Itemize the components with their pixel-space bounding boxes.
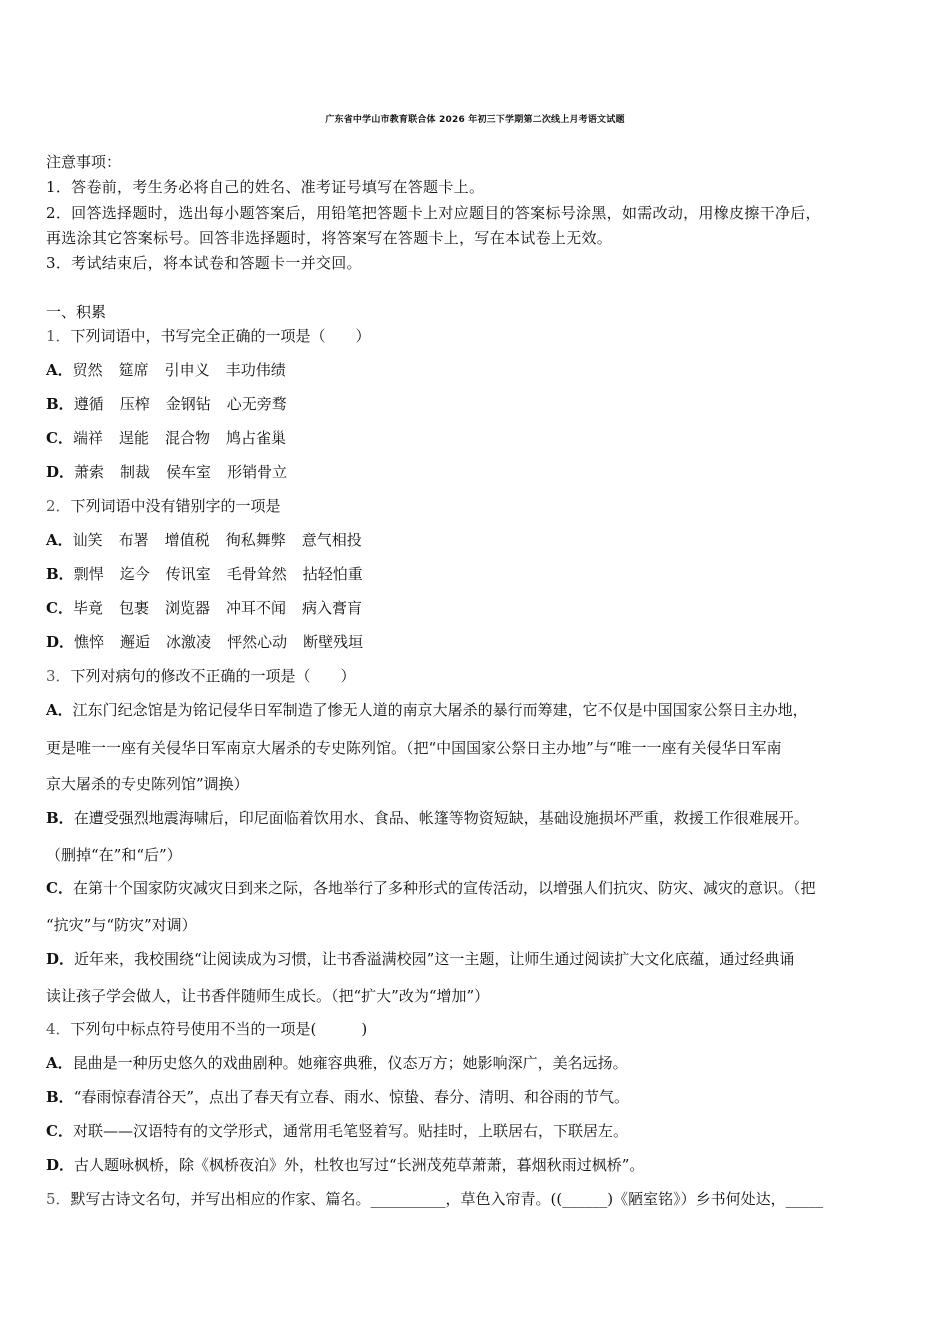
q3-option-d-cont: 读让孩子学会做人，让书香伴随师生成长。（把“扩大”改为“增加”） bbox=[46, 987, 490, 1005]
q3-option-c bbox=[46, 878, 815, 898]
question-4 bbox=[46, 1019, 367, 1039]
option-word: 冰激凌 bbox=[166, 633, 212, 651]
option-word: 端祥 bbox=[72, 429, 103, 447]
option-word: 筵席 bbox=[118, 361, 149, 379]
option-label: B． bbox=[46, 809, 74, 827]
option-word: 传讯室 bbox=[165, 565, 211, 583]
option-label: B． bbox=[46, 395, 74, 413]
option-word: 丰功伟绩 bbox=[225, 361, 286, 379]
option-word: 引申义 bbox=[164, 361, 210, 379]
q3-option-d bbox=[46, 949, 794, 969]
q2-option-c bbox=[46, 598, 378, 618]
section-heading: 一、积累 bbox=[46, 303, 107, 321]
option-word: 断壁残垣 bbox=[303, 633, 364, 651]
option-word: 包裹 bbox=[118, 599, 149, 617]
notice-item-3: 3．考试结束后，将本试卷和答题卡一并交回。 bbox=[46, 254, 362, 272]
q4-option-d bbox=[46, 1155, 644, 1175]
option-word: 制裁 bbox=[120, 463, 151, 481]
exam-title: 广东省中学山市教育联合体 2026 年初三下学期第二次线上月考语文试题 bbox=[325, 115, 625, 125]
q3-option-b bbox=[46, 808, 809, 828]
option-label: A． bbox=[46, 531, 73, 549]
option-word: 压榨 bbox=[119, 395, 150, 413]
question-stem: 默写古诗文名句，并写出相应的作家、篇名。__________，草色入帘青。((______)《陋室铭》）乡书何处达，_____ bbox=[70, 1190, 824, 1208]
option-word: 逞能 bbox=[118, 429, 149, 447]
q3-option-b-cont: （删掉“在”和“后”） bbox=[46, 846, 182, 864]
q2-option-d bbox=[46, 632, 379, 652]
question-2 bbox=[46, 496, 281, 516]
option-word: 怦然心动 bbox=[227, 633, 288, 651]
option-text: 在第十个国家防灾减灾日到来之际，各地举行了多种形式的宣传活动，以增强人们抗灾、防灾、减灾的意识。（把 bbox=[72, 879, 816, 897]
notice-item-2: 2．回答选择题时，选出每小题答案后，用铅笔把答题卡上对应题目的答案标号涂黑，如需改动，用橡皮擦干净后， bbox=[46, 204, 821, 222]
option-label: C． bbox=[46, 1122, 73, 1140]
option-word: 浏览器 bbox=[164, 599, 210, 617]
option-word: 毕竟 bbox=[72, 599, 103, 617]
notice-heading: 注意事项： bbox=[46, 153, 122, 171]
option-word: 邂逅 bbox=[120, 633, 151, 651]
q4-option-a bbox=[46, 1053, 628, 1073]
option-word: 布署 bbox=[118, 531, 149, 549]
option-label: C． bbox=[46, 429, 73, 447]
option-label: C． bbox=[46, 599, 73, 617]
option-word: 遵循 bbox=[73, 395, 104, 413]
option-text: “春雨惊春清谷天”，点出了春天有立春、雨水、惊蛰、春分、清明、和谷雨的节气。 bbox=[73, 1088, 630, 1106]
option-text: 江东门纪念馆是为铭记侵华日军制造了惨无人道的南京大屠杀的暴行而筹建，它不仅是中国国家公祭日主办地， bbox=[72, 701, 808, 719]
option-word: 迄今 bbox=[119, 565, 150, 583]
option-word: 心无旁骛 bbox=[226, 395, 287, 413]
notice-item-1: 1．答卷前，考生务必将自己的姓名、准考证号填写在答题卡上。 bbox=[46, 178, 485, 196]
option-word: 侯车室 bbox=[166, 463, 212, 481]
question-stem: 下列句中标点符号使用不当的一项是( ) bbox=[70, 1020, 368, 1038]
option-word: 形销骨立 bbox=[227, 463, 288, 481]
option-text: 昆曲是一种历史悠久的戏曲剧种。她雍容典雅，仪态万方；她影响深广，美名远扬。 bbox=[72, 1054, 628, 1072]
q1-option-b bbox=[46, 394, 303, 414]
q3-option-a bbox=[46, 700, 808, 720]
option-word: 意气相投 bbox=[301, 531, 362, 549]
option-label: B． bbox=[46, 1088, 74, 1106]
q3-option-a-cont-1: 更是唯一一座有关侵华日军南京大屠杀的专史陈列馆。（把“中国国家公祭日主办地”与“唯一一座有关侵华日军南 bbox=[46, 739, 782, 757]
option-label: A． bbox=[46, 701, 73, 719]
option-word: 冲耳不闻 bbox=[226, 599, 287, 617]
notice-item-2-cont: 再选涂其它答案标号。回答非选择题时，将答案写在答题卡上，写在本试卷上无效。 bbox=[46, 229, 613, 247]
q1-option-a bbox=[46, 360, 302, 380]
option-word: 毛骨耸然 bbox=[226, 565, 287, 583]
option-label: B． bbox=[46, 565, 74, 583]
q1-option-c bbox=[46, 428, 302, 448]
q2-option-b bbox=[46, 564, 379, 584]
question-number: 4． bbox=[46, 1020, 71, 1038]
option-word: 贸然 bbox=[72, 361, 103, 379]
question-number: 1． bbox=[46, 327, 71, 345]
option-word: 讪笑 bbox=[72, 531, 103, 549]
q3-option-c-cont: “抗灾”与“防灾”对调） bbox=[46, 916, 197, 934]
option-word: 病入膏肓 bbox=[302, 599, 363, 617]
option-word: 金钢钻 bbox=[165, 395, 211, 413]
question-1 bbox=[46, 326, 371, 346]
q4-option-b bbox=[46, 1087, 629, 1107]
option-label: C． bbox=[46, 879, 73, 897]
option-word: 增值税 bbox=[164, 531, 210, 549]
question-stem: 下列对病句的修改不正确的一项是（ ） bbox=[70, 667, 356, 685]
option-label: D． bbox=[46, 950, 75, 968]
option-text: 在遭受强烈地震海啸后，印尼面临着饮用水、食品、帐篷等物资短缺，基础设施损坏严重，救援工作很难展开。 bbox=[73, 809, 809, 827]
question-number: 2． bbox=[46, 497, 71, 515]
question-number: 3． bbox=[46, 667, 71, 685]
option-word: 鸠占雀巢 bbox=[226, 429, 287, 447]
q3-option-a-cont-2: 京大屠杀的专史陈列馆”调换） bbox=[46, 775, 249, 793]
option-label: A． bbox=[46, 1054, 73, 1072]
option-text: 对联——汉语特有的文学形式，通常用毛笔竖着写。贴挂时，上联居右，下联居左。 bbox=[72, 1122, 628, 1140]
q4-option-c bbox=[46, 1121, 628, 1141]
q1-option-d bbox=[46, 462, 303, 482]
option-word: 徇私舞弊 bbox=[225, 531, 286, 549]
question-stem: 下列词语中没有错别字的一项是 bbox=[70, 497, 281, 515]
option-label: D． bbox=[46, 633, 75, 651]
option-word: 混合物 bbox=[164, 429, 210, 447]
option-label: A． bbox=[46, 361, 73, 379]
option-word: 拈轻怕重 bbox=[302, 565, 363, 583]
option-text: 古人题咏枫桥，除《枫桥夜泊》外，杜牧也写过“长洲茂苑草萧萧，暮烟秋雨过枫桥”。 bbox=[74, 1156, 645, 1174]
option-word: 剽悍 bbox=[73, 565, 104, 583]
question-stem: 下列词语中，书写完全正确的一项是（ ） bbox=[70, 327, 371, 345]
option-word: 憔悴 bbox=[74, 633, 105, 651]
option-label: D． bbox=[46, 463, 75, 481]
question-number: 5． bbox=[46, 1190, 71, 1208]
q2-option-a bbox=[46, 530, 378, 550]
question-3 bbox=[46, 666, 356, 686]
option-label: D． bbox=[46, 1156, 75, 1174]
option-word: 萧索 bbox=[74, 463, 105, 481]
option-text: 近年来，我校围绕“让阅读成为习惯，让书香溢满校园”这一主题，让师生通过阅读扩大文化底蕴，通过经典诵 bbox=[74, 950, 795, 968]
question-5 bbox=[46, 1189, 823, 1209]
